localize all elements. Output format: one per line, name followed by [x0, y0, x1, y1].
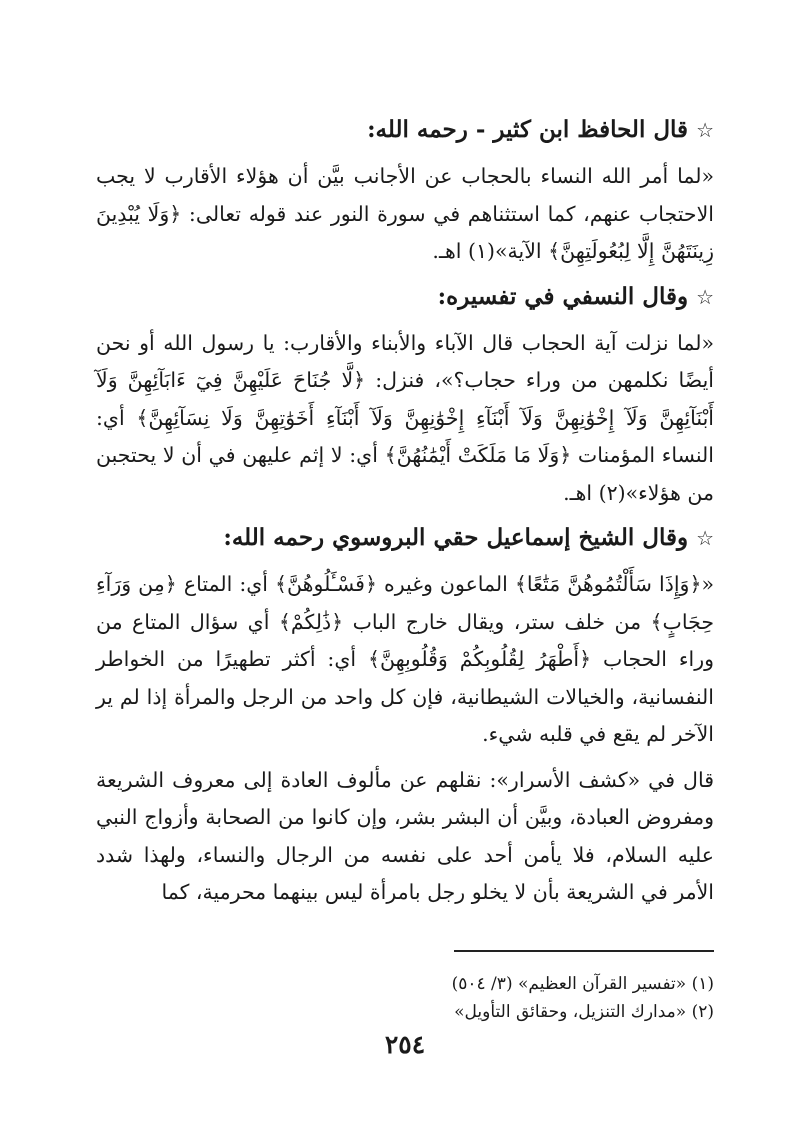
paragraph: «لما أمر الله النساء بالحجاب عن الأجانب بيَّن أن هؤلاء الأقارب لا يجب الاحتجاب عنهم، كما استثناهم في سورة النور عند قوله تعالى: ﴿وَلَا يُبْدِينَ زِينَتَهُنَّ إِلَّا لِبُعُولَتِهِنَّ﴾ الآية»(١) اهـ.: [96, 164, 714, 263]
footnote-2: (٢) «مدارك التنزيل، وحقائق التأويل»: [454, 1001, 714, 1022]
star-icon: ☆: [696, 284, 714, 309]
section-heading-ibn-kathir: [96, 112, 714, 148]
paragraph: قال في «كشف الأسرار»: نقلهم عن مألوف العادة إلى معروف الشريعة ومفروض العبادة، وبيَّن أن البشر بشر، وإن كانوا من الصحابة وأزواج النبي عليه السلام، فلا يأمن أحد على نفسه من الرجال والنساء، ولهذا شدد الأمر في الشريعة بأن لا يخلو رجل بامرأة ليس بينهما محرمية، كما: [96, 767, 714, 904]
footnote-1: (١) «تفسير القرآن العظيم» (٣/ ٥٠٤): [451, 973, 714, 994]
star-icon: ☆: [696, 526, 714, 550]
star-icon: ☆: [696, 118, 714, 142]
section-heading-nasafi: [96, 279, 714, 315]
section-heading-burusawi: [96, 520, 714, 556]
paragraph: «لما نزلت آية الحجاب قال الآباء والأبناء والأقارب: يا رسول الله أو نحن أيضًا نكلمهن من وراء حجاب؟»، فنزل: ﴿لَّا جُنَاحَ عَلَيْهِنَّ فِيٓ ءَابَآئِهِنَّ وَلَآ أَبْنَآئِهِنَّ وَلَآ إِخْوَٰنِهِنَّ وَلَآ أَبْنَآءِ إِخْوَٰنِهِنَّ وَلَآ أَبْنَآءِ أَخَوَٰتِهِنَّ وَلَا نِسَآئِهِنَّ﴾ أي: النساء المؤمنات ﴿وَلَا مَا مَلَكَتْ أَيْمَٰنُهُنَّ﴾ أي: لا إثم عليهن في أن لا يحتجبن من هؤلاء»(٢) اهـ.: [96, 330, 714, 505]
footnote-separator: [454, 950, 714, 952]
heading-text: وقال الشيخ إسماعيل حقي البروسوي رحمه الله:: [223, 524, 689, 551]
heading-text: قال الحافظ ابن كثير - رحمه الله:: [367, 116, 689, 143]
paragraph: «﴿وَإِذَا سَأَلْتُمُوهُنَّ مَتَٰعًا﴾ الماعون وغيره ﴿فَسْـَٔلُوهُنَّ﴾ أي: المتاع ﴿مِن وَرَآءِ حِجَابٍ﴾ من خلف ستر، ويقال خارج الباب ﴿ذَٰلِكُمْ﴾ أي سؤال المتاع من وراء الحجاب ﴿أَطْهَرُ لِقُلُوبِكُمْ وَقُلُوبِهِنَّ﴾ أي: أكثر تطهيرًا من الخواطر النفسانية، والخيالات الشيطانية، فإن كل واحد من الرجل والمرأة إذا لم ير الآخر لم يقع في قلبه شيء.: [96, 572, 714, 746]
page-number: ٢٥٤: [384, 1030, 426, 1059]
heading-text: وقال النسفي في تفسيره:: [437, 282, 689, 310]
